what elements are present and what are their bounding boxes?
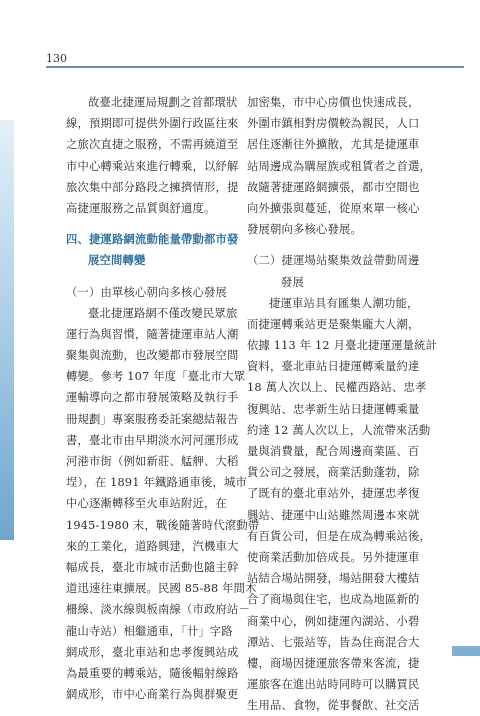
text-line: 合了商場與住宅，也成為地區新的 bbox=[247, 593, 420, 607]
text-line: 復興站、忠孝新生站日捷運轉乘量 bbox=[247, 402, 420, 416]
paragraph-first-line: 捷運車站具有匯集人潮功能， bbox=[269, 296, 419, 310]
paragraph-gap bbox=[247, 240, 408, 250]
text-line: 量與消費量，配合周邊商業區、百 bbox=[247, 445, 420, 458]
text-line: 向外擴張與蔓延，從原來單一核心 bbox=[247, 201, 420, 215]
text-line: 依據 113 年 12 月臺北捷運運量統計 bbox=[247, 339, 438, 353]
paragraph-first-line: 臺北捷運路網不僅改變民眾旅 bbox=[88, 306, 238, 320]
text-line: 埕），在 1891 年鐵路通車後，城市 bbox=[66, 476, 247, 490]
text-line: 站結合場站開發，場站開發大樓結 bbox=[247, 572, 420, 586]
side-decoration-bar bbox=[0, 120, 14, 540]
bottom-corner-decoration bbox=[452, 646, 480, 656]
text-line: 來的工業化，道路興建，汽機車大 bbox=[66, 539, 239, 553]
text-line: 18 萬人次以上、民權西路站、忠孝 bbox=[247, 381, 427, 395]
right-column bbox=[247, 92, 438, 716]
subsection-heading: （一）由單核心朝向多核心發展 bbox=[66, 285, 227, 299]
subsection-heading: （二）捷運場站聚集效益帶動周邊 bbox=[247, 254, 420, 268]
text-line: 生用品、食物，從事餐飲、社交活 bbox=[247, 699, 420, 713]
text-line: 之旅次直捷之服務，不需再繞道至 bbox=[66, 138, 239, 152]
paragraph-gap bbox=[66, 272, 227, 282]
text-line: 資料，臺北車站日捷運轉乘量約達 bbox=[247, 360, 420, 374]
text-line: 中心逐漸轉移至火車站附近，在 bbox=[66, 497, 227, 511]
section-heading: 四、捷運路網流動能量帶動都市發 bbox=[66, 232, 239, 247]
text-line: 冊規劃」專案服務委託案總結報告 bbox=[66, 412, 239, 426]
text-line: 站周邊成為購屋族或租賃者之首選， bbox=[247, 159, 431, 173]
left-column bbox=[66, 92, 260, 705]
text-line: 線，預期即可提供外圍行政區往來 bbox=[66, 117, 239, 131]
text-line: 使商業活動加倍成長。另外捷運車 bbox=[247, 550, 420, 564]
text-line: 居住逐漸往外擴散，尤其是捷運車 bbox=[247, 138, 420, 152]
page-number: 130 bbox=[46, 52, 67, 65]
text-line: 網成形，臺北車站和忠孝復興站成 bbox=[66, 645, 239, 659]
paragraph-last-line: 高捷運服務之品質與舒適度。 bbox=[66, 201, 216, 215]
text-line: 有百貨公司，但是在成為轉乘站後， bbox=[247, 529, 431, 543]
text-line: 故隨著捷運路網擴張，都市空間也 bbox=[247, 180, 420, 194]
paragraph-gap bbox=[66, 219, 227, 229]
text-line: 聚集與流動，也改變都市發展空間 bbox=[66, 349, 239, 363]
text-line: 網成形，市中心商業行為與群聚更 bbox=[66, 688, 239, 702]
text-line: 道迅速往東擴展。民國 85-88 年間木 bbox=[66, 582, 257, 596]
text-line: 龍山寺站）相繼通車，「卄」字路 bbox=[66, 624, 233, 638]
text-line: 1945-1980 末，戰後隨著時代滾動帶 bbox=[66, 518, 260, 532]
text-line: 市中心轉乘站來進行轉乘，以紓解 bbox=[66, 159, 239, 173]
text-line: 柵線、淡水線與板南線（市政府站－ bbox=[66, 603, 250, 617]
text-line: 運輸導向之都市發展策略及執行手 bbox=[66, 391, 239, 405]
text-line: 興站、捷運中山站雖然周邊本來就 bbox=[247, 508, 420, 522]
text-line: 幅成長，臺北市城市活動也隨主幹 bbox=[66, 560, 239, 574]
text-line: 轉變。參考 107 年度「臺北市大眾 bbox=[66, 370, 246, 384]
text-line: 潭站、七張站等，皆為住商混合大 bbox=[247, 635, 420, 649]
text-line: 加密集，市中心房價也快速成長， bbox=[247, 96, 420, 109]
subsection-heading-continued: 發展 bbox=[281, 275, 304, 289]
paragraph-last-line: 發展朝向多核心發展。 bbox=[247, 223, 362, 237]
section-heading-continued: 展空間轉變 bbox=[88, 253, 146, 268]
paragraph-first-line: 故臺北捷運局規劃之首都環狀 bbox=[88, 96, 238, 109]
text-line: 外圍市鎮相對房價較為親民，人口 bbox=[247, 117, 420, 131]
text-line: 了既有的臺北車站外，捷運忠孝復 bbox=[247, 487, 420, 501]
text-line: 運行為與習慣，隨著捷運車站人潮 bbox=[66, 327, 239, 341]
text-line: 商業中心，例如捷運內湖站、小碧 bbox=[247, 614, 420, 628]
header-rule bbox=[46, 66, 464, 68]
text-line: 貨公司之發展，商業活動蓬勃，除 bbox=[247, 466, 420, 480]
text-line: 而捷運轉乘站更是聚集龐大人潮， bbox=[247, 317, 420, 331]
text-line: 約達 12 萬人次以上，人流帶來活動 bbox=[247, 423, 431, 437]
text-line: 運旅客在進出站時同時可以購買民 bbox=[247, 678, 420, 692]
text-line: 河港市街（例如新莊、艋舺、大稻 bbox=[66, 455, 239, 468]
text-line: 旅次集中部分路段之擁擠情形，提 bbox=[66, 180, 239, 194]
text-line: 樓，商場因捷運旅客帶來客流，捷 bbox=[247, 656, 420, 670]
text-line: 書，臺北市由早期淡水河河運形成 bbox=[66, 433, 239, 447]
text-line: 為最重要的轉乘站，隨後輻射線路 bbox=[66, 666, 239, 680]
